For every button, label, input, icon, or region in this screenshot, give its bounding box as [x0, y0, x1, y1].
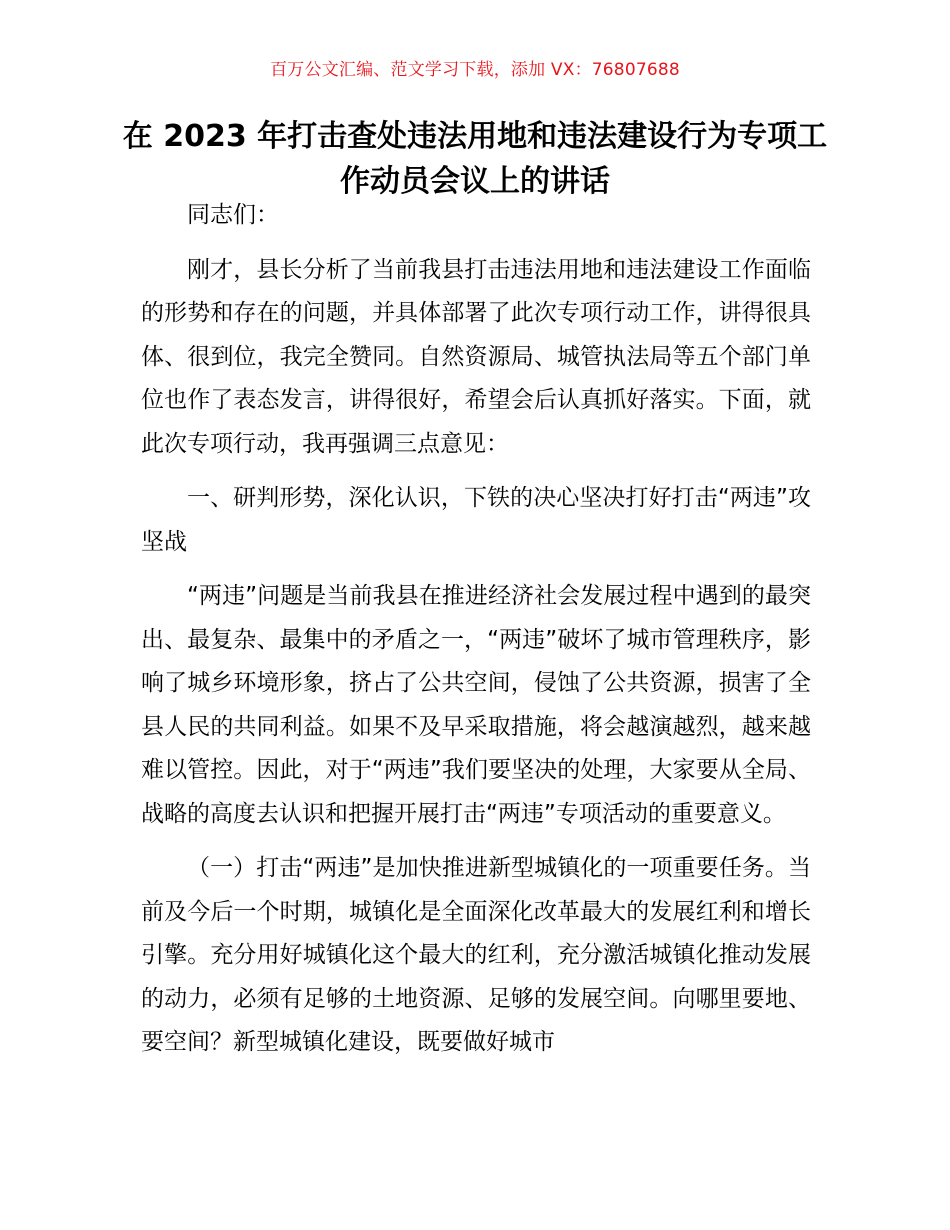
document-title: 在 2023 年打击查处违法用地和违法建设行为专项工作动员会议上的讲话: [122, 119, 828, 199]
watermark-header: 百万公文汇编、范文学习下载，添加 VX：76807688: [270, 60, 680, 80]
section-heading: 一、研判形势，深化认识，下铁的决心坚决打好打击“两违”攻坚战: [141, 485, 811, 555]
paragraph: “两违”问题是当前我县在推进经济社会发展过程中遇到的最突出、最复杂、最集中的矛盾之一，“两违”破坏了城市管理秩序，影响了城乡环境形象，挤占了公共空间，侵蚀了公共资源，损害了全县人民的共同利益。如果不及早采取措施，将会越演越烈，越来越难以管控。因此，对于“两违”我们要坚决的处理，大家要从全局、战略的高度去认识和把握开展打击“两违”专项活动的重要意义。: [141, 583, 811, 827]
paragraph: 刚才，县长分析了当前我县打击违法用地和违法建设工作面临的形势和存在的问题，并具体部署了此次专项行动工作，讲得很具体、很到位，我完全赞同。自然资源局、城管执法局等五个部门单位也作了表态发言，讲得很好，希望会后认真抓好落实。下面，就此次专项行动，我再强调三点意见：: [141, 256, 811, 457]
document-body: [141, 194, 811, 1076]
salutation: 同志们：: [187, 202, 279, 228]
paragraph: （一）打击“两违”是加快推进新型城镇化的一项重要任务。当前及今后一个时期，城镇化是全面深化改革最大的发展红利和增长引擎。充分用好城镇化这个最大的红利，充分激活城镇化推动发展的动力，必须有足够的土地资源、足够的发展空间。向哪里要地、要空间？新型城镇化建设，既要做好城市: [141, 855, 811, 1055]
